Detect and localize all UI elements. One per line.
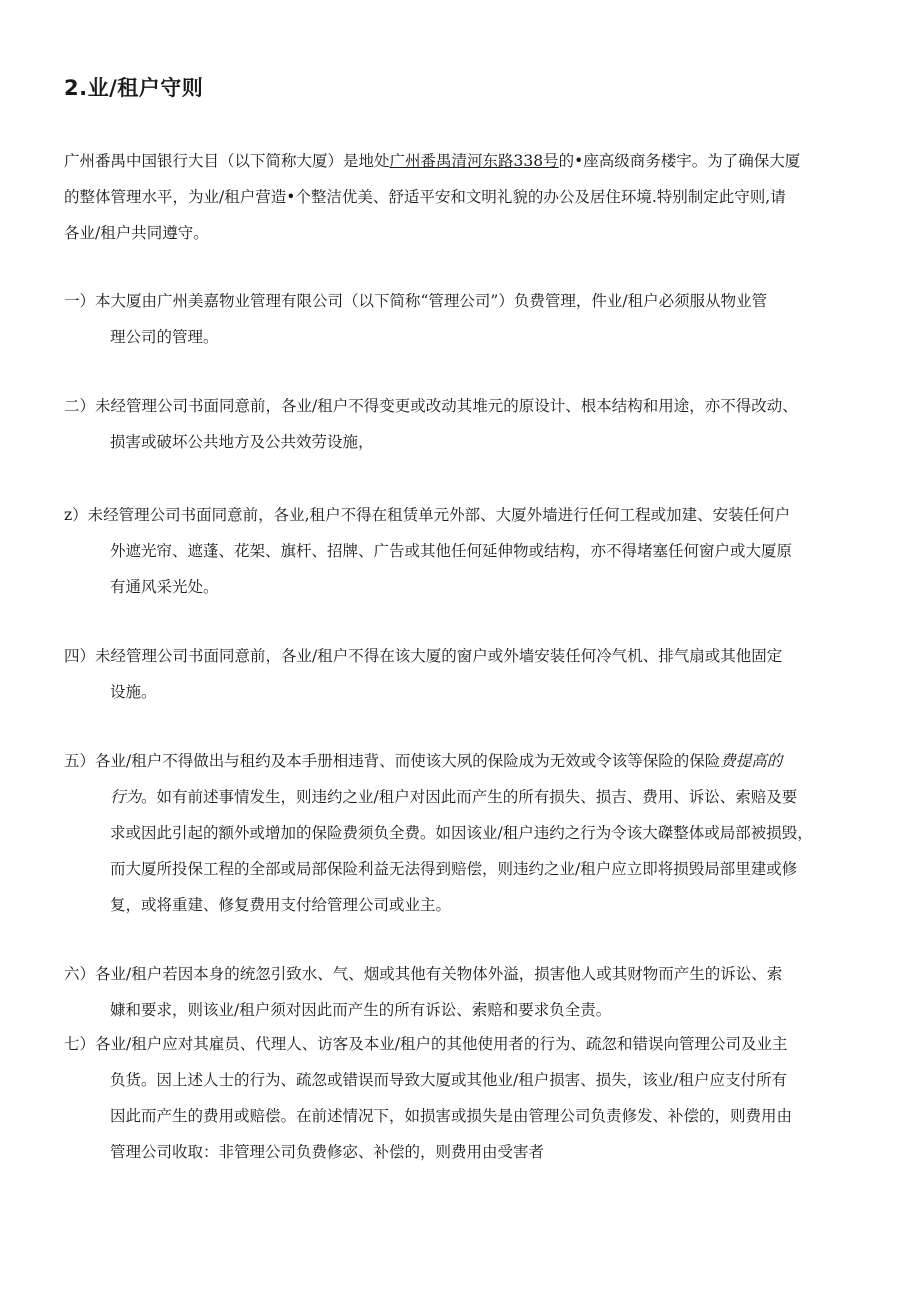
intro-text-2: 的•座高级商务楼宇。为了确保大厦: [558, 152, 801, 170]
rule-line: 而大厦所投保工程的全部或局部保险利益无法得到赔偿，则违约之业/租户应立即将损毁局部里建或修: [110, 860, 798, 878]
rule-line: [64, 743, 813, 779]
rule-item-1: [64, 283, 767, 355]
rule-line: 因此而产生的费用或赔偿。在前述情况下，如损害或损失是由管理公司负责修发、补偿的，则费用由: [110, 1107, 793, 1125]
rule-line: 管理公司收取：非管理公司负费修宓、补偿的，则费用由受害者: [110, 1143, 545, 1161]
intro-paragraph: [64, 143, 864, 251]
rule-text-italic: 费提高的: [720, 752, 783, 770]
rule-line: 六）各业/租户若因本身的统忽引致水、气、烟或其他有关物体外溢，损害他人或其财物而产生的诉讼、索: [64, 965, 783, 983]
rule-line: 外遮光帘、遮蓬、花架、旗杆、招牌、广告或其他任何延伸物或结构，亦不得堵塞任何窗户或大厦原: [110, 542, 793, 560]
rule-item-3: [64, 497, 792, 605]
rule-line: 求或因此引起的额外或增加的保险费须负全费。如因该业/租户违约之行为令该大磔整体或局部被损毁，: [110, 824, 813, 842]
rule-text: 五）各业/租户不得做出与租约及本手册相违背、而使该大夙的保险成为无效或令该等保险的保险: [64, 752, 721, 770]
rule-line: z）未经管理公司书面同意前，各业,租户不得在租赁单元外部、大厦外墙进行任何工程或加建、安装任何户: [64, 506, 791, 524]
rule-line: 损害或破坏公共地方及公共效劳设施，: [110, 433, 374, 451]
rule-item-7: [64, 1026, 792, 1170]
rule-item-5: [64, 743, 813, 923]
intro-line-3: 各业/租户共同遵守。: [64, 224, 209, 242]
rule-item-4: [64, 638, 782, 710]
rule-line: 理公司的管理。: [110, 328, 219, 346]
rule-line: 负货。因上述人士的行为、疏忽或错误而导致大厦或其他业/租户损害、损失，该业/租户应支付所有: [110, 1071, 787, 1089]
rule-line: 有通风采光处。: [110, 578, 219, 596]
rule-item-2: [64, 388, 798, 460]
rule-text-italic: 行为: [110, 788, 142, 806]
rule-item-6: [64, 956, 782, 1028]
rule-line: [64, 779, 813, 815]
intro-line-2: 的整体管理水平，为业/租户营造•个整洁优美、舒适平安和文明礼貌的办公及居住环境.特别制定此守则,请: [64, 188, 786, 206]
rule-line: 七）各业/租户应对其雇员、代理人、访客及本业/租户的其他使用者的行为、疏忽和错误向管理公司及业主: [64, 1035, 788, 1053]
rule-line: 复，或将重建、修复费用支付给管理公司或业主。: [110, 896, 452, 914]
rule-line: 一）本大厦由广州美嘉物业管理有限公司（以下简称“管理公司”）负费管理，件业/租户必须服从物业管: [64, 292, 768, 310]
page-title: 2.业/租户守则: [64, 76, 204, 100]
rule-line: 设施。: [110, 683, 157, 701]
intro-text: 广州番禺中国银行大目（以下简称大厦）是地处: [64, 152, 390, 170]
rule-text: 。如有前述事情发生，则违约之业/租户对因此而产生的所有损失、损吉、费用、诉讼、索赔及要: [141, 788, 798, 806]
rule-line: 二）未经管理公司书面同意前，各业/租户不得变更或改动其堆元的原设计、根本结构和用途，亦不得改动、: [64, 397, 798, 415]
intro-address: 广州番禺清河东路338号: [389, 152, 559, 170]
rule-line: 四）未经管理公司书面同意前，各业/租户不得在该大厦的窗户或外墙安装任何冷气机、排气扇或其他固定: [64, 647, 783, 665]
rule-line: 嫝和要求，则该业/租户须对因此而产生的所有诉讼、索赔和要求负全责。: [110, 1001, 612, 1019]
